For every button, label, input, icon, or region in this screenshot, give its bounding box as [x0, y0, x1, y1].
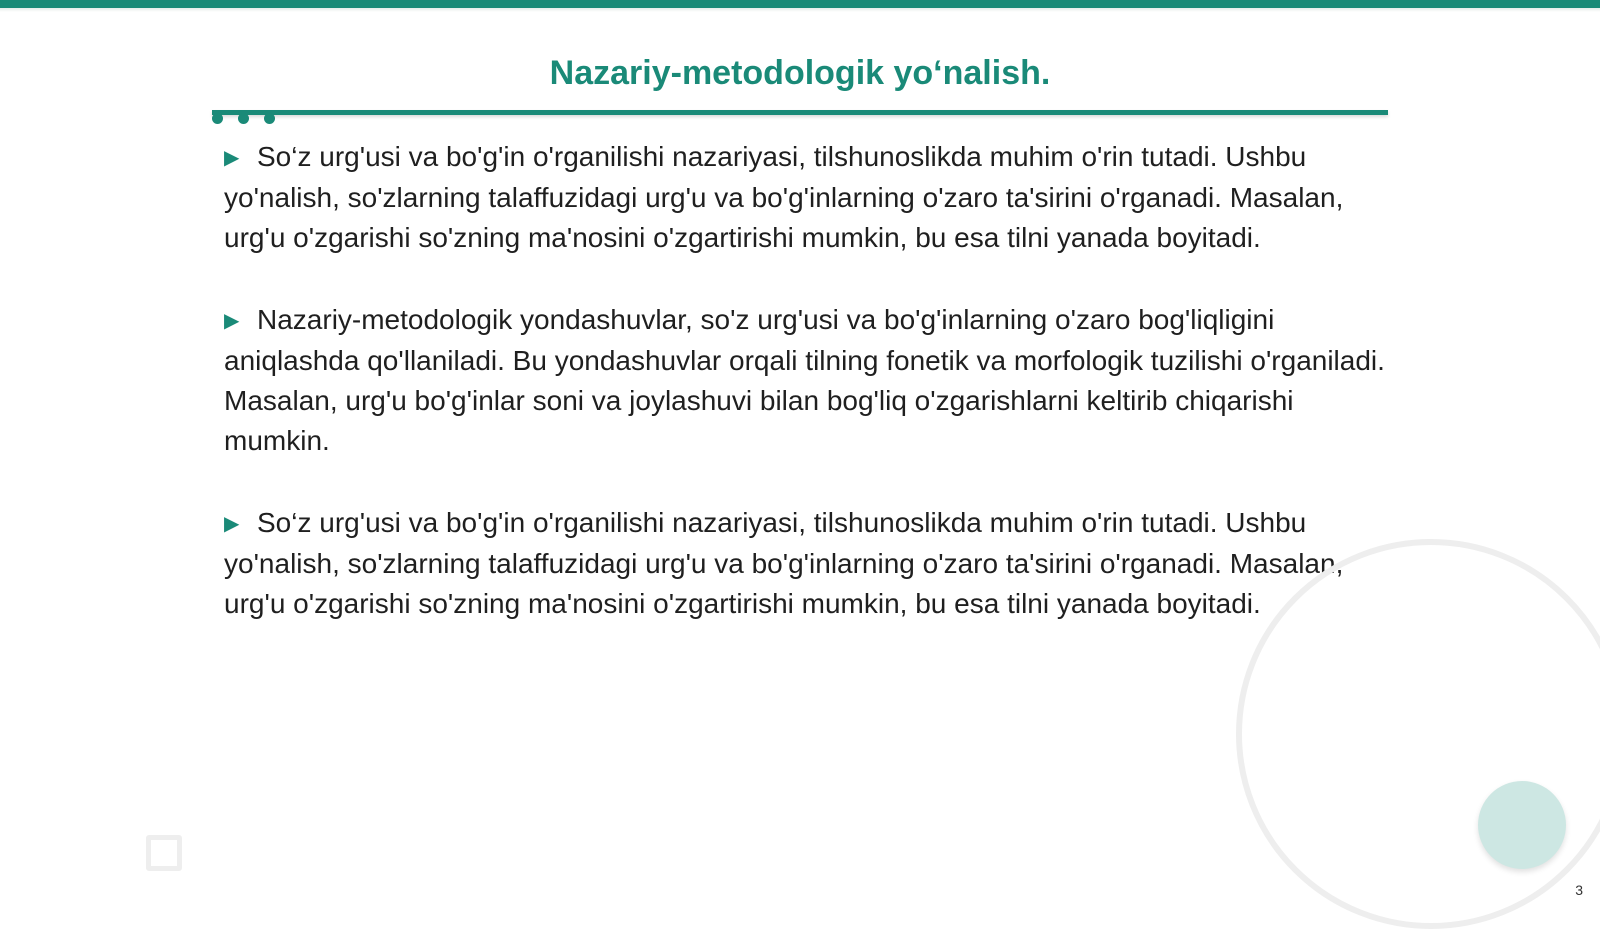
decor-circle-outline: [1236, 539, 1600, 929]
title-underline: [212, 110, 1388, 115]
decor-dot-1: [212, 113, 223, 124]
top-accent-bar: [0, 0, 1600, 8]
slide-body: [224, 137, 1389, 666]
bullet-paragraph-2: [224, 300, 1389, 461]
triangle-bullet-icon: ▶: [224, 310, 240, 332]
decor-square-outline: [146, 835, 182, 871]
top-accent-bar-shadow: [0, 8, 1600, 12]
triangle-bullet-icon: ▶: [224, 513, 240, 535]
decor-dot-2: [238, 113, 249, 124]
bullet-paragraph-1: [224, 137, 1389, 258]
slide-title: Nazariy-metodologik yo‘nalish.: [549, 54, 1051, 92]
page-number: 3: [1575, 882, 1583, 898]
paragraph-text: So‘z urg'usi va bo'g'in o'rganilishi nazariyasi, tilshunoslikda muhim o'rin tutadi. Ushbu yo'nalish, so'zlarning talaffuzidagi urg'u va bo'g'inlarning o'zaro ta'sirini o'rganadi. Masalan, urg'u o'zgarishi so'zning ma'nosini o'zgartirishi mumkin, bu esa tilni yanada boyitadi.: [224, 141, 1344, 253]
triangle-bullet-icon: ▶: [224, 147, 240, 169]
decor-circle-filled: [1478, 781, 1566, 869]
decor-dot-3: [264, 113, 275, 124]
paragraph-text: So‘z urg'usi va bo'g'in o'rganilishi nazariyasi, tilshunoslikda muhim o'rin tutadi. Ushbu yo'nalish, so'zlarning talaffuzidagi urg'u va bo'g'inlarning o'zaro ta'sirini o'rganadi. Masalan, urg'u o'zgarishi so'zning ma'nosini o'zgartirishi mumkin, bu esa tilni yanada boyitadi.: [224, 507, 1344, 619]
paragraph-text: Nazariy-metodologik yondashuvlar, so'z urg'usi va bo'g'inlarning o'zaro bog'liqligini aniqlashda qo'llaniladi. Bu yondashuvlar orqali tilning fonetik va morfologik tuzilishi o'rganiladi. Masalan, urg'u bo'g'inlar soni va joylashuvi bilan bog'liq o'zgarishlarni keltirib chiqarishi mumkin.: [224, 304, 1385, 456]
bullet-paragraph-3: [224, 503, 1389, 624]
